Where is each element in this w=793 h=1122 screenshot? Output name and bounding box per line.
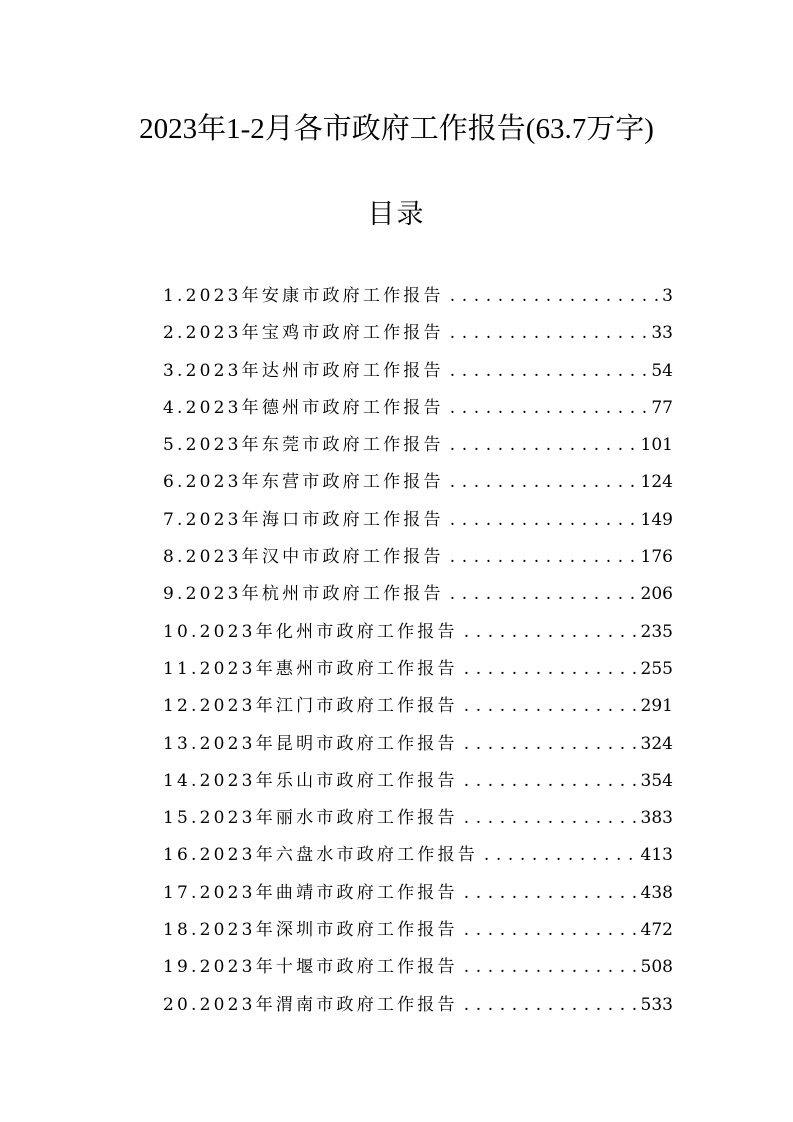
toc-entry-label: 18.2023年深圳市政府工作报告 [163,920,458,941]
toc-entry-page: 176 [640,547,673,568]
toc-entry-page: 149 [640,509,673,530]
toc-entry-label: 16.2023年六盘水市政府工作报告 [163,845,478,866]
toc-entry-page: 383 [640,808,673,829]
toc-entry[interactable] [163,542,673,579]
toc-entry-label: 14.2023年乐山市政府工作报告 [163,770,458,791]
toc-entry-label: 13.2023年昆明市政府工作报告 [163,733,458,754]
toc-leader-dots [464,771,639,791]
toc-entry-label: 1.2023年安康市政府工作报告 [163,286,444,306]
toc-entry-page: 354 [640,770,673,791]
toc-leader-dots [464,808,639,828]
toc-entry[interactable] [163,990,673,1027]
toc-entry-page: 124 [640,472,673,493]
toc-entry[interactable] [163,878,673,915]
toc-leader-dots [450,510,639,530]
toc-leader-dots [464,734,639,754]
toc-entry-page: 77 [651,397,673,418]
toc-leader-dots [464,883,639,903]
toc-entry-page: 3 [662,286,673,306]
toc-entry[interactable] [163,840,673,877]
toc-entry-page: 508 [640,957,673,978]
toc-entry-page: 255 [640,658,673,679]
toc-leader-dots [464,920,639,940]
toc-entry-page: 54 [651,360,673,381]
toc-entry[interactable] [163,915,673,952]
toc-entry-label: 3.2023年达州市政府工作报告 [163,360,444,381]
toc-leader-dots [450,323,650,343]
toc-leader-dots [464,957,639,977]
toc-entry-label: 17.2023年曲靖市政府工作报告 [163,882,458,903]
toc-entry[interactable] [163,318,673,355]
toc-entry[interactable] [163,952,673,989]
toc-entry-page: 291 [640,696,673,717]
toc-entry-page: 413 [640,845,673,866]
table-of-contents [163,281,673,1027]
toc-leader-dots [484,845,639,865]
toc-entry[interactable] [163,505,673,542]
toc-entry-label: 9.2023年杭州市政府工作报告 [163,584,444,605]
toc-entry[interactable] [163,766,673,803]
toc-leader-dots [450,584,639,604]
toc-entry-label: 4.2023年德州市政府工作报告 [163,397,444,418]
toc-leader-dots [450,435,639,455]
toc-entry[interactable] [163,356,673,393]
toc-entry[interactable] [163,579,673,616]
toc-entry-label: 19.2023年十堰市政府工作报告 [163,957,458,978]
toc-leader-dots [464,995,639,1015]
toc-entry[interactable] [163,393,673,430]
toc-leader-dots [464,622,639,642]
toc-entry[interactable] [163,281,673,318]
toc-entry-page: 101 [640,435,673,456]
toc-entry-label: 5.2023年东莞市政府工作报告 [163,435,444,456]
toc-entry-label: 11.2023年惠州市政府工作报告 [163,658,458,679]
document-title: 2023年1-2月各市政府工作报告(63.7万字) [139,113,654,145]
toc-entry-page: 438 [640,882,673,903]
toc-entry[interactable] [163,467,673,504]
toc-entry[interactable] [163,729,673,766]
toc-entry[interactable] [163,617,673,654]
toc-entry-label: 2.2023年宝鸡市政府工作报告 [163,323,444,344]
toc-leader-dots [450,547,639,567]
toc-leader-dots [450,472,639,492]
toc-entry-label: 12.2023年江门市政府工作报告 [163,696,458,717]
toc-leader-dots [450,361,650,381]
toc-leader-dots [464,659,639,679]
toc-entry[interactable] [163,654,673,691]
toc-entry-label: 8.2023年汉中市政府工作报告 [163,547,444,568]
toc-entry-page: 472 [640,920,673,941]
toc-entry-page: 33 [651,323,673,344]
toc-entry-page: 324 [640,733,673,754]
toc-entry-label: 7.2023年海口市政府工作报告 [163,509,444,530]
toc-entry-label: 6.2023年东营市政府工作报告 [163,472,444,493]
toc-leader-dots [450,398,650,418]
toc-entry[interactable] [163,430,673,467]
toc-entry[interactable] [163,691,673,728]
toc-leader-dots [450,286,660,306]
toc-leader-dots [464,696,639,716]
toc-entry-label: 15.2023年丽水市政府工作报告 [163,808,458,829]
toc-entry-page: 206 [640,584,673,605]
toc-entry-label: 10.2023年化州市政府工作报告 [163,621,458,642]
toc-entry-page: 533 [640,994,673,1015]
toc-entry[interactable] [163,803,673,840]
toc-entry-label: 20.2023年渭南市政府工作报告 [163,994,458,1015]
toc-heading: 目录 [367,199,426,230]
toc-entry-page: 235 [640,621,673,642]
